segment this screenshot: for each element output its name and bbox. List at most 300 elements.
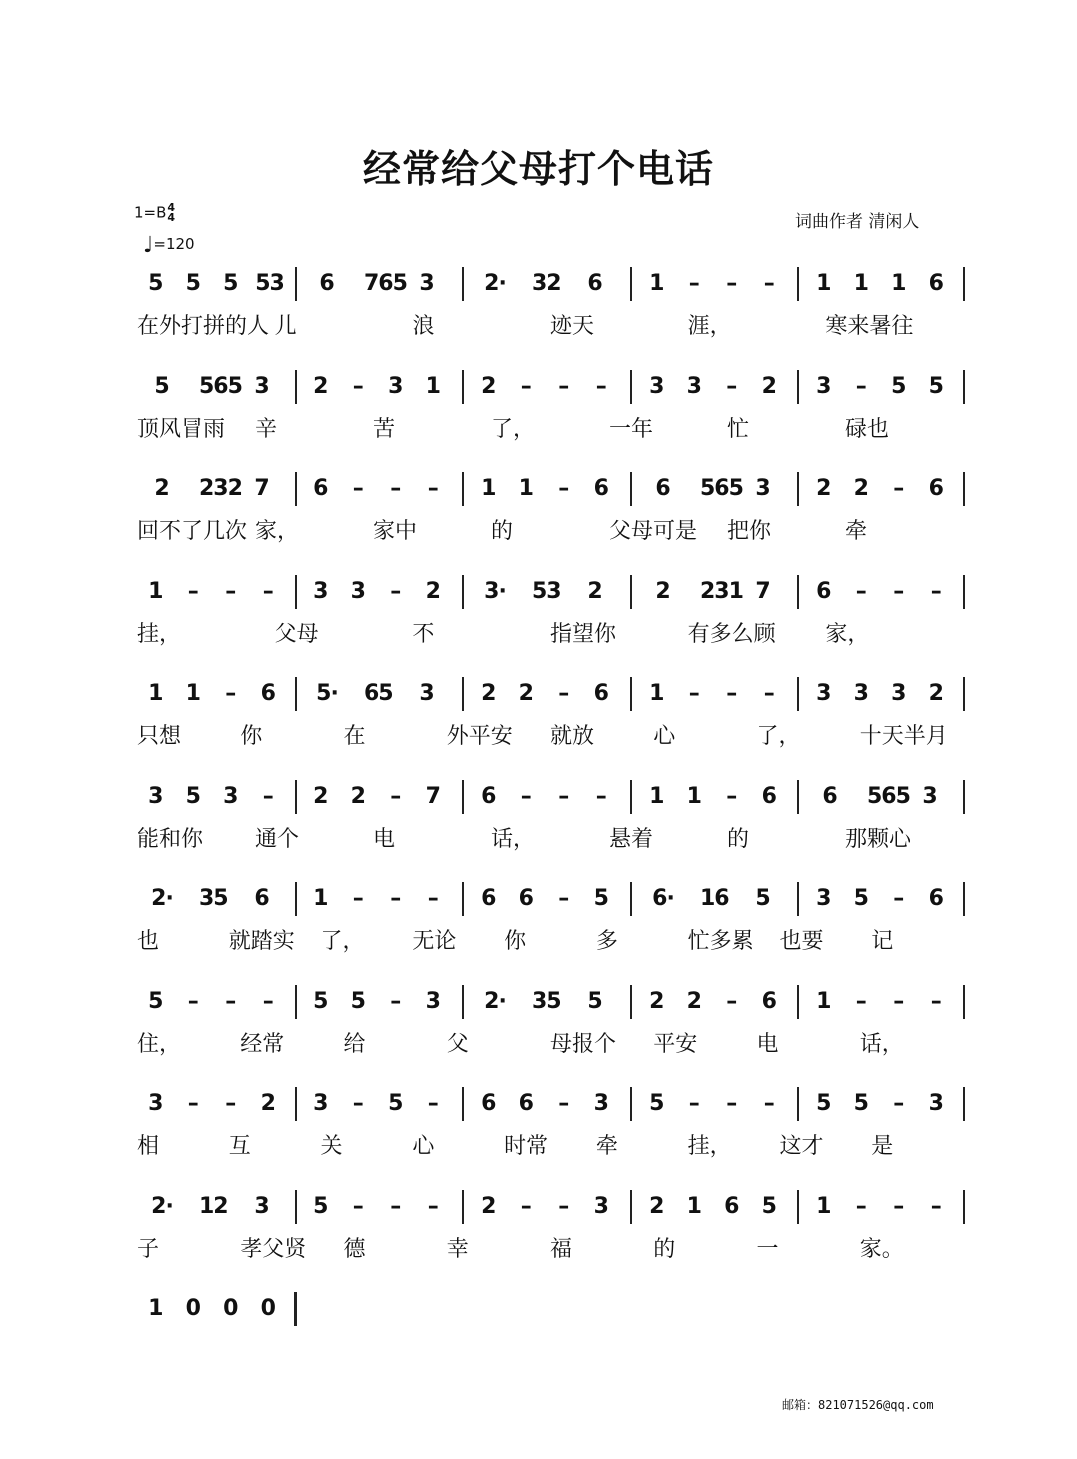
note: 2: [686, 988, 702, 1014]
barline: [462, 780, 464, 814]
note: 5: [891, 373, 907, 399]
barline: [963, 472, 965, 506]
note: –: [225, 578, 237, 604]
note: 3: [419, 271, 435, 296]
lyric-segment: 涯，: [687, 314, 732, 339]
note: 2: [481, 373, 497, 399]
barline: [963, 575, 965, 609]
note: –: [855, 373, 867, 399]
note: –: [352, 1091, 364, 1116]
note: –: [187, 578, 199, 604]
note: 7: [254, 476, 270, 501]
note: 1: [816, 988, 832, 1014]
lyric-segment: 家，: [255, 519, 300, 544]
note: –: [855, 1193, 867, 1219]
note: 5: [649, 1091, 665, 1116]
note: 6: [822, 783, 838, 809]
lyric-segment: 不: [412, 621, 435, 647]
lyric-segment: 辛: [255, 416, 278, 442]
note: 6: [260, 681, 276, 706]
lyric-segment: 忙: [727, 416, 750, 442]
barline: [630, 472, 632, 506]
note: –: [262, 783, 274, 809]
note: 1: [185, 681, 201, 706]
note: 6: [761, 783, 777, 809]
barline: [797, 882, 799, 916]
note: 7: [425, 783, 441, 809]
note: –: [726, 988, 738, 1014]
note: 5: [755, 886, 771, 911]
lyric-segment: 心: [412, 1134, 435, 1159]
lyric-segment: 话，: [859, 1031, 904, 1057]
note: 6: [761, 988, 777, 1014]
note: –: [893, 476, 905, 501]
note: –: [930, 988, 942, 1014]
barline: [797, 677, 799, 711]
note: 0: [260, 1296, 276, 1321]
lyric-segment: 你: [240, 724, 263, 749]
quarter-note-icon: ♩: [143, 233, 154, 258]
barline: [797, 780, 799, 814]
barline: [295, 677, 297, 711]
barline: [630, 882, 632, 916]
barline: [963, 1190, 965, 1224]
final-barline: [294, 1292, 297, 1326]
note: –: [930, 1193, 942, 1219]
note: 5: [185, 783, 201, 809]
note: –: [187, 988, 199, 1014]
barline: [963, 882, 965, 916]
note: 5: [313, 988, 329, 1014]
note: 2: [587, 578, 603, 604]
note: 5·: [316, 681, 338, 706]
note: 6: [593, 476, 609, 501]
note: 2: [928, 681, 944, 706]
author-credit: 词曲作者 清闲人: [795, 212, 920, 232]
note: –: [558, 476, 570, 501]
note: –: [427, 476, 439, 501]
note: –: [352, 886, 364, 911]
note: 5: [928, 373, 944, 399]
lyric-segment: 浪: [412, 314, 435, 339]
lyric-segment: 也要: [779, 929, 824, 954]
lyric-segment: 一年: [609, 416, 654, 442]
note: 6: [655, 476, 671, 501]
lyric-segment: 忙多累: [687, 929, 754, 954]
note: –: [262, 988, 274, 1014]
note: 2·: [151, 886, 173, 911]
lyric-segment: 住，: [137, 1031, 182, 1057]
barline: [797, 267, 799, 301]
footer-email: 邮箱：821071526@qq.com: [782, 1398, 934, 1412]
barline: [295, 472, 297, 506]
note: 3: [816, 681, 832, 706]
note: 6: [587, 271, 603, 296]
note: –: [893, 578, 905, 604]
barline: [963, 780, 965, 814]
note: 53: [532, 578, 561, 604]
note: 5: [185, 271, 201, 296]
note: 3: [254, 1193, 270, 1219]
note: –: [427, 1091, 439, 1116]
lyric-segment: 也: [137, 929, 160, 954]
lyric-segment: 那颗心: [845, 826, 912, 852]
note: –: [390, 886, 402, 911]
barline: [797, 370, 799, 404]
note: 2: [313, 373, 329, 399]
note: 3: [419, 681, 435, 706]
lyric-segment: 子: [137, 1236, 160, 1262]
note: 565: [199, 373, 242, 399]
lyric-segment: 家，: [825, 621, 870, 647]
note: 1: [816, 271, 832, 296]
lyric-segment: 这才: [779, 1134, 824, 1159]
key-prefix: 1=B: [134, 203, 167, 222]
note: –: [558, 681, 570, 706]
note: 1: [649, 783, 665, 809]
note: –: [726, 681, 738, 706]
barline: [630, 575, 632, 609]
note: 5: [593, 886, 609, 911]
note: 2: [481, 681, 497, 706]
note: 3: [313, 578, 329, 604]
note: 1: [891, 271, 907, 296]
note: 2: [425, 578, 441, 604]
lyric-segment: 关: [320, 1134, 343, 1159]
lyric-segment: 互: [228, 1134, 251, 1159]
time-bottom: 4: [167, 211, 176, 224]
note: 6: [724, 1193, 740, 1219]
lyric-segment: 牵: [845, 519, 868, 544]
note: –: [262, 578, 274, 604]
lyric-segment: 牵: [595, 1134, 618, 1159]
lyric-segment: 迹天: [550, 314, 595, 339]
tempo-value: =120: [153, 235, 195, 253]
note: 1: [425, 373, 441, 399]
note: 3: [853, 681, 869, 706]
note: 2: [350, 783, 366, 809]
note: 2: [518, 681, 534, 706]
note: 3: [223, 783, 239, 809]
lyric-segment: 的: [727, 826, 750, 852]
barline: [630, 1190, 632, 1224]
note: 5: [148, 271, 164, 296]
note: 1: [686, 783, 702, 809]
note: 1: [816, 1193, 832, 1219]
note: 2: [260, 1091, 276, 1116]
song-title: 经常给父母打个电话: [362, 146, 714, 191]
note: 2·: [484, 988, 506, 1014]
barline: [295, 267, 297, 301]
barline: [630, 1087, 632, 1121]
note: 3: [593, 1091, 609, 1116]
lyric-segment: 儿: [274, 314, 297, 339]
barline: [797, 1087, 799, 1121]
barline: [462, 472, 464, 506]
lyric-segment: 无论: [412, 929, 457, 954]
note: 565: [700, 476, 743, 501]
note: 6: [928, 886, 944, 911]
lyric-segment: 福: [550, 1236, 573, 1262]
note: 3: [350, 578, 366, 604]
note: –: [726, 783, 738, 809]
note: 6: [928, 271, 944, 296]
lyric-segment: 就放: [550, 724, 595, 749]
note: –: [225, 988, 237, 1014]
note: –: [893, 1193, 905, 1219]
note: –: [893, 886, 905, 911]
lyric-segment: 的: [491, 519, 514, 544]
note: 232: [199, 476, 242, 501]
note: 3·: [484, 578, 506, 604]
lyric-segment: 一: [756, 1236, 779, 1262]
lyric-segment: 父母: [274, 621, 319, 647]
note: 3: [425, 988, 441, 1014]
note: 12: [199, 1193, 228, 1219]
note: –: [763, 1091, 775, 1116]
barline: [963, 370, 965, 404]
lyric-segment: 有多么顾: [687, 621, 776, 647]
note: 3: [928, 1091, 944, 1116]
note: 1: [148, 681, 164, 706]
barline: [630, 677, 632, 711]
note: 6: [481, 783, 497, 809]
lyric-segment: 经常: [240, 1031, 285, 1057]
note: 35: [532, 988, 561, 1014]
note: –: [225, 681, 237, 706]
note: 1: [148, 578, 164, 604]
note: 3: [686, 373, 702, 399]
note: –: [390, 476, 402, 501]
note: 32: [532, 271, 561, 296]
barline: [963, 1087, 965, 1121]
barline: [295, 575, 297, 609]
note: 3: [388, 373, 404, 399]
lyric-segment: 挂，: [687, 1134, 732, 1159]
note: 231: [700, 578, 743, 604]
note: 5: [388, 1091, 404, 1116]
lyric-segment: 父: [446, 1031, 469, 1057]
lyric-segment: 悬着: [609, 826, 654, 852]
barline: [963, 677, 965, 711]
note: –: [427, 886, 439, 911]
lyric-segment: 的: [653, 1236, 676, 1262]
note: 3: [922, 783, 938, 809]
barline: [295, 1190, 297, 1224]
note: –: [558, 783, 570, 809]
note: –: [520, 783, 532, 809]
note: 6: [319, 271, 335, 296]
lyric-segment: 指望你: [550, 621, 617, 647]
note: –: [558, 886, 570, 911]
note: 6: [518, 886, 534, 911]
lyric-segment: 心: [653, 724, 676, 749]
note: 0: [185, 1296, 201, 1321]
lyric-segment: 时常: [504, 1134, 549, 1159]
note: –: [390, 1193, 402, 1219]
note: 765: [364, 271, 407, 296]
barline: [295, 1087, 297, 1121]
note: 1: [148, 1296, 164, 1321]
note: 3: [816, 373, 832, 399]
note: –: [726, 373, 738, 399]
lyric-segment: 能和你: [137, 826, 204, 852]
note: –: [352, 1193, 364, 1219]
lyric-segment: 了，: [491, 416, 536, 442]
note: –: [763, 271, 775, 296]
note: 16: [700, 886, 729, 911]
note: –: [726, 1091, 738, 1116]
note: –: [558, 373, 570, 399]
lyric-segment: 通个: [255, 826, 300, 852]
note: 2·: [484, 271, 506, 296]
note: 5: [761, 1193, 777, 1219]
note: 7: [755, 578, 771, 604]
barline: [462, 985, 464, 1019]
note: –: [352, 476, 364, 501]
note: 35: [199, 886, 228, 911]
note: –: [390, 578, 402, 604]
note: 3: [313, 1091, 329, 1116]
barline: [295, 780, 297, 814]
note: –: [558, 1193, 570, 1219]
note: –: [427, 1193, 439, 1219]
note: 5: [816, 1091, 832, 1116]
note: –: [390, 783, 402, 809]
note: –: [688, 1091, 700, 1116]
barline: [963, 985, 965, 1019]
lyric-segment: 挂，: [137, 621, 182, 647]
note: –: [390, 988, 402, 1014]
lyric-segment: 孝父贤: [240, 1236, 307, 1262]
barline: [295, 370, 297, 404]
note: 1: [313, 886, 329, 911]
note: 2: [313, 783, 329, 809]
note: 6: [816, 578, 832, 604]
note: 5: [148, 988, 164, 1014]
lyric-segment: 德: [343, 1236, 366, 1262]
lyric-segment: 回不了几次: [137, 519, 248, 544]
note: –: [558, 1091, 570, 1116]
lyric-segment: 电: [756, 1031, 779, 1057]
lyric-segment: 记: [871, 929, 894, 954]
barline: [797, 1190, 799, 1224]
note: 1: [518, 476, 534, 501]
note: 1: [649, 681, 665, 706]
barline: [462, 370, 464, 404]
barline: [630, 370, 632, 404]
note: 1: [686, 1193, 702, 1219]
note: 3: [891, 681, 907, 706]
note: –: [352, 373, 364, 399]
note: 6: [313, 476, 329, 501]
note: –: [595, 373, 607, 399]
note: 2: [649, 1193, 665, 1219]
barline: [797, 575, 799, 609]
note: 5: [853, 1091, 869, 1116]
lyric-segment: 幸: [446, 1236, 469, 1262]
lyric-segment: 十天半月: [859, 724, 948, 749]
note: –: [893, 1091, 905, 1116]
note: –: [225, 1091, 237, 1116]
lyric-segment: 了，: [756, 724, 801, 749]
lyric-segment: 家。: [859, 1236, 904, 1262]
note: –: [855, 578, 867, 604]
note: 6: [593, 681, 609, 706]
lyric-segment: 碌也: [845, 416, 890, 442]
note: 2·: [151, 1193, 173, 1219]
note: 2: [655, 578, 671, 604]
barline: [295, 985, 297, 1019]
note: 65: [364, 681, 393, 706]
time-top: 4: [167, 201, 176, 214]
note: 3: [148, 1091, 164, 1116]
note: –: [688, 681, 700, 706]
lyric-segment: 在: [343, 724, 366, 749]
note: 6: [518, 1091, 534, 1116]
lyric-segment: 电: [373, 826, 396, 852]
barline: [462, 267, 464, 301]
note: 6: [928, 476, 944, 501]
lyric-segment: 相: [137, 1134, 160, 1159]
note: –: [855, 988, 867, 1014]
note: 5: [350, 988, 366, 1014]
note: –: [763, 681, 775, 706]
lyric-segment: 在外打拼的人: [137, 314, 270, 339]
note: –: [726, 271, 738, 296]
note: 3: [254, 373, 270, 399]
note: 1: [649, 271, 665, 296]
lyric-segment: 只想: [137, 724, 182, 749]
note: 3: [816, 886, 832, 911]
lyric-segment: 苦: [373, 416, 396, 442]
barline: [630, 780, 632, 814]
lyric-segment: 父母可是: [609, 519, 698, 544]
note: 3: [649, 373, 665, 399]
lyric-segment: 把你: [727, 519, 772, 544]
note: –: [893, 988, 905, 1014]
lyric-segment: 母报个: [550, 1031, 617, 1057]
note: 2: [649, 988, 665, 1014]
note: –: [688, 271, 700, 296]
note: 5: [587, 988, 603, 1014]
note: 6·: [652, 886, 674, 911]
lyric-segment: 话，: [491, 826, 536, 852]
barline: [963, 267, 965, 301]
note: –: [930, 578, 942, 604]
lyric-segment: 寒来暑往: [825, 314, 914, 339]
note: 3: [755, 476, 771, 501]
note: 2: [761, 373, 777, 399]
lyric-segment: 是: [871, 1134, 894, 1159]
lyric-segment: 家中: [373, 519, 418, 544]
barline: [295, 882, 297, 916]
note: 2: [154, 476, 170, 501]
note: 6: [481, 886, 497, 911]
lyric-segment: 给: [343, 1031, 366, 1057]
lyric-segment: 外平安: [446, 724, 513, 749]
note: 1: [853, 271, 869, 296]
barline: [630, 985, 632, 1019]
lyric-segment: 你: [504, 929, 527, 954]
note: –: [595, 783, 607, 809]
note: 2: [481, 1193, 497, 1219]
barline: [462, 677, 464, 711]
note: 6: [481, 1091, 497, 1116]
barline: [462, 575, 464, 609]
note: 5: [313, 1193, 329, 1219]
barline: [797, 985, 799, 1019]
